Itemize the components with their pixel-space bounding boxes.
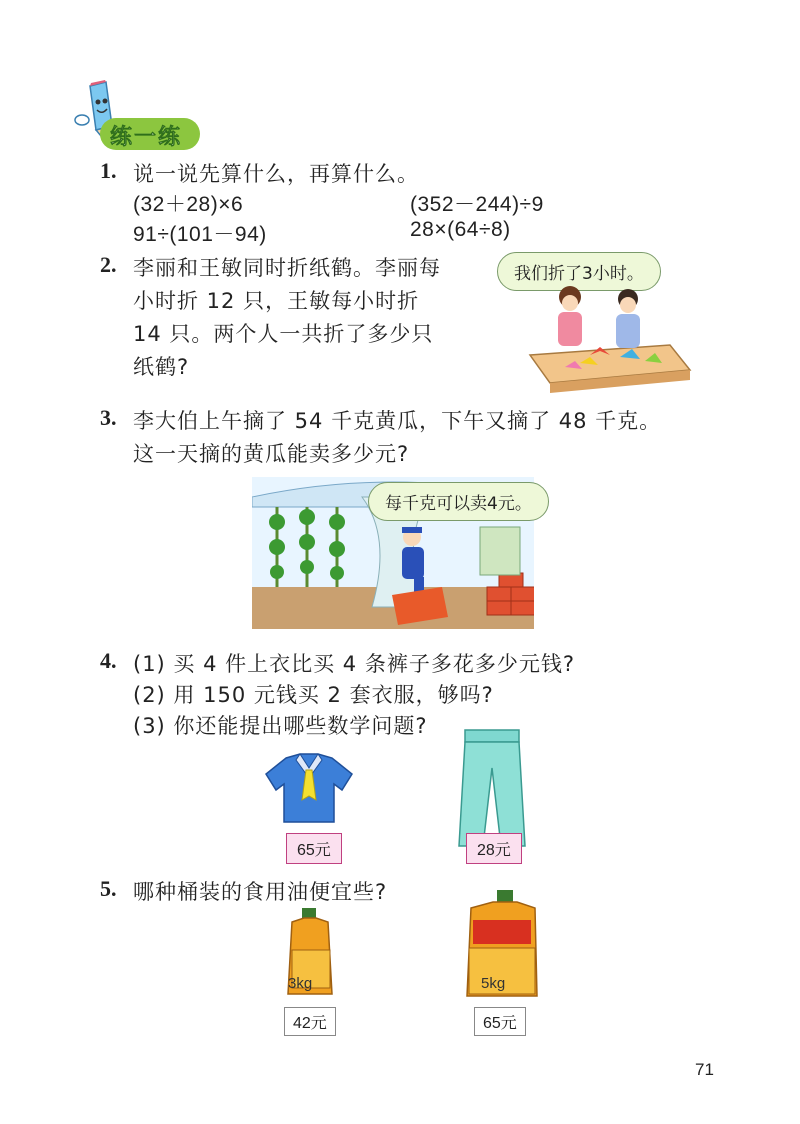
large-oil-label: 5kg (481, 975, 506, 992)
q2-number: 2. (100, 252, 117, 277)
pants-illustration (457, 728, 527, 848)
large-oil-price: 65元 (474, 1007, 526, 1036)
shirt-illustration (264, 752, 354, 824)
q5-number: 5. (100, 876, 117, 901)
small-oil-label: 3kg (288, 975, 313, 992)
paper-crane-illustration (520, 285, 700, 395)
q3-line-2: 这一天摘的黄瓜能卖多少元? (133, 442, 410, 466)
q3-line-1: 李大伯上午摘了 54 千克黄瓜，下午又摘了 48 千克。 (133, 409, 662, 433)
q2-line-2: 小时折 12 只，王敏每小时折 (133, 289, 420, 313)
q4-item-3: (3) 你还能提出哪些数学问题? (133, 714, 428, 738)
header-title: 练一练 (110, 125, 183, 150)
q1-expression-1: (32＋28)×6 (133, 193, 244, 216)
q3-speech-bubble: 每千克可以卖4元。 (368, 482, 549, 521)
q2-line-4: 纸鹤? (133, 355, 190, 379)
section-header (72, 80, 202, 150)
q1-expression-3: 91÷(101－94) (133, 223, 267, 246)
page-number: 71 (695, 1060, 714, 1079)
small-oil-price: 42元 (284, 1007, 336, 1036)
q1-expression-4: 28×(64÷8) (410, 218, 511, 241)
q3-number: 3. (100, 405, 117, 430)
q4-item-1: (1) 买 4 件上衣比买 4 条裤子多花多少元钱? (133, 652, 575, 676)
q5-text: 哪种桶装的食用油便宜些? (133, 880, 388, 904)
shirt-price: 65元 (286, 833, 342, 864)
q4-number: 4. (100, 648, 117, 673)
q1-expression-2: (352－244)÷9 (410, 193, 544, 216)
q2-speech-bubble: 我们折了3小时。 (497, 252, 661, 291)
q1-text: 说一说先算什么，再算什么。 (133, 162, 419, 186)
q4-item-2: (2) 用 150 元钱买 2 套衣服，够吗? (133, 683, 494, 707)
q1-number: 1. (100, 158, 117, 183)
q2-line-3: 14 只。两个人一共折了多少只 (133, 322, 434, 346)
q2-line-1: 李丽和王敏同时折纸鹤。李丽每 (133, 256, 441, 280)
pants-price: 28元 (466, 833, 522, 864)
